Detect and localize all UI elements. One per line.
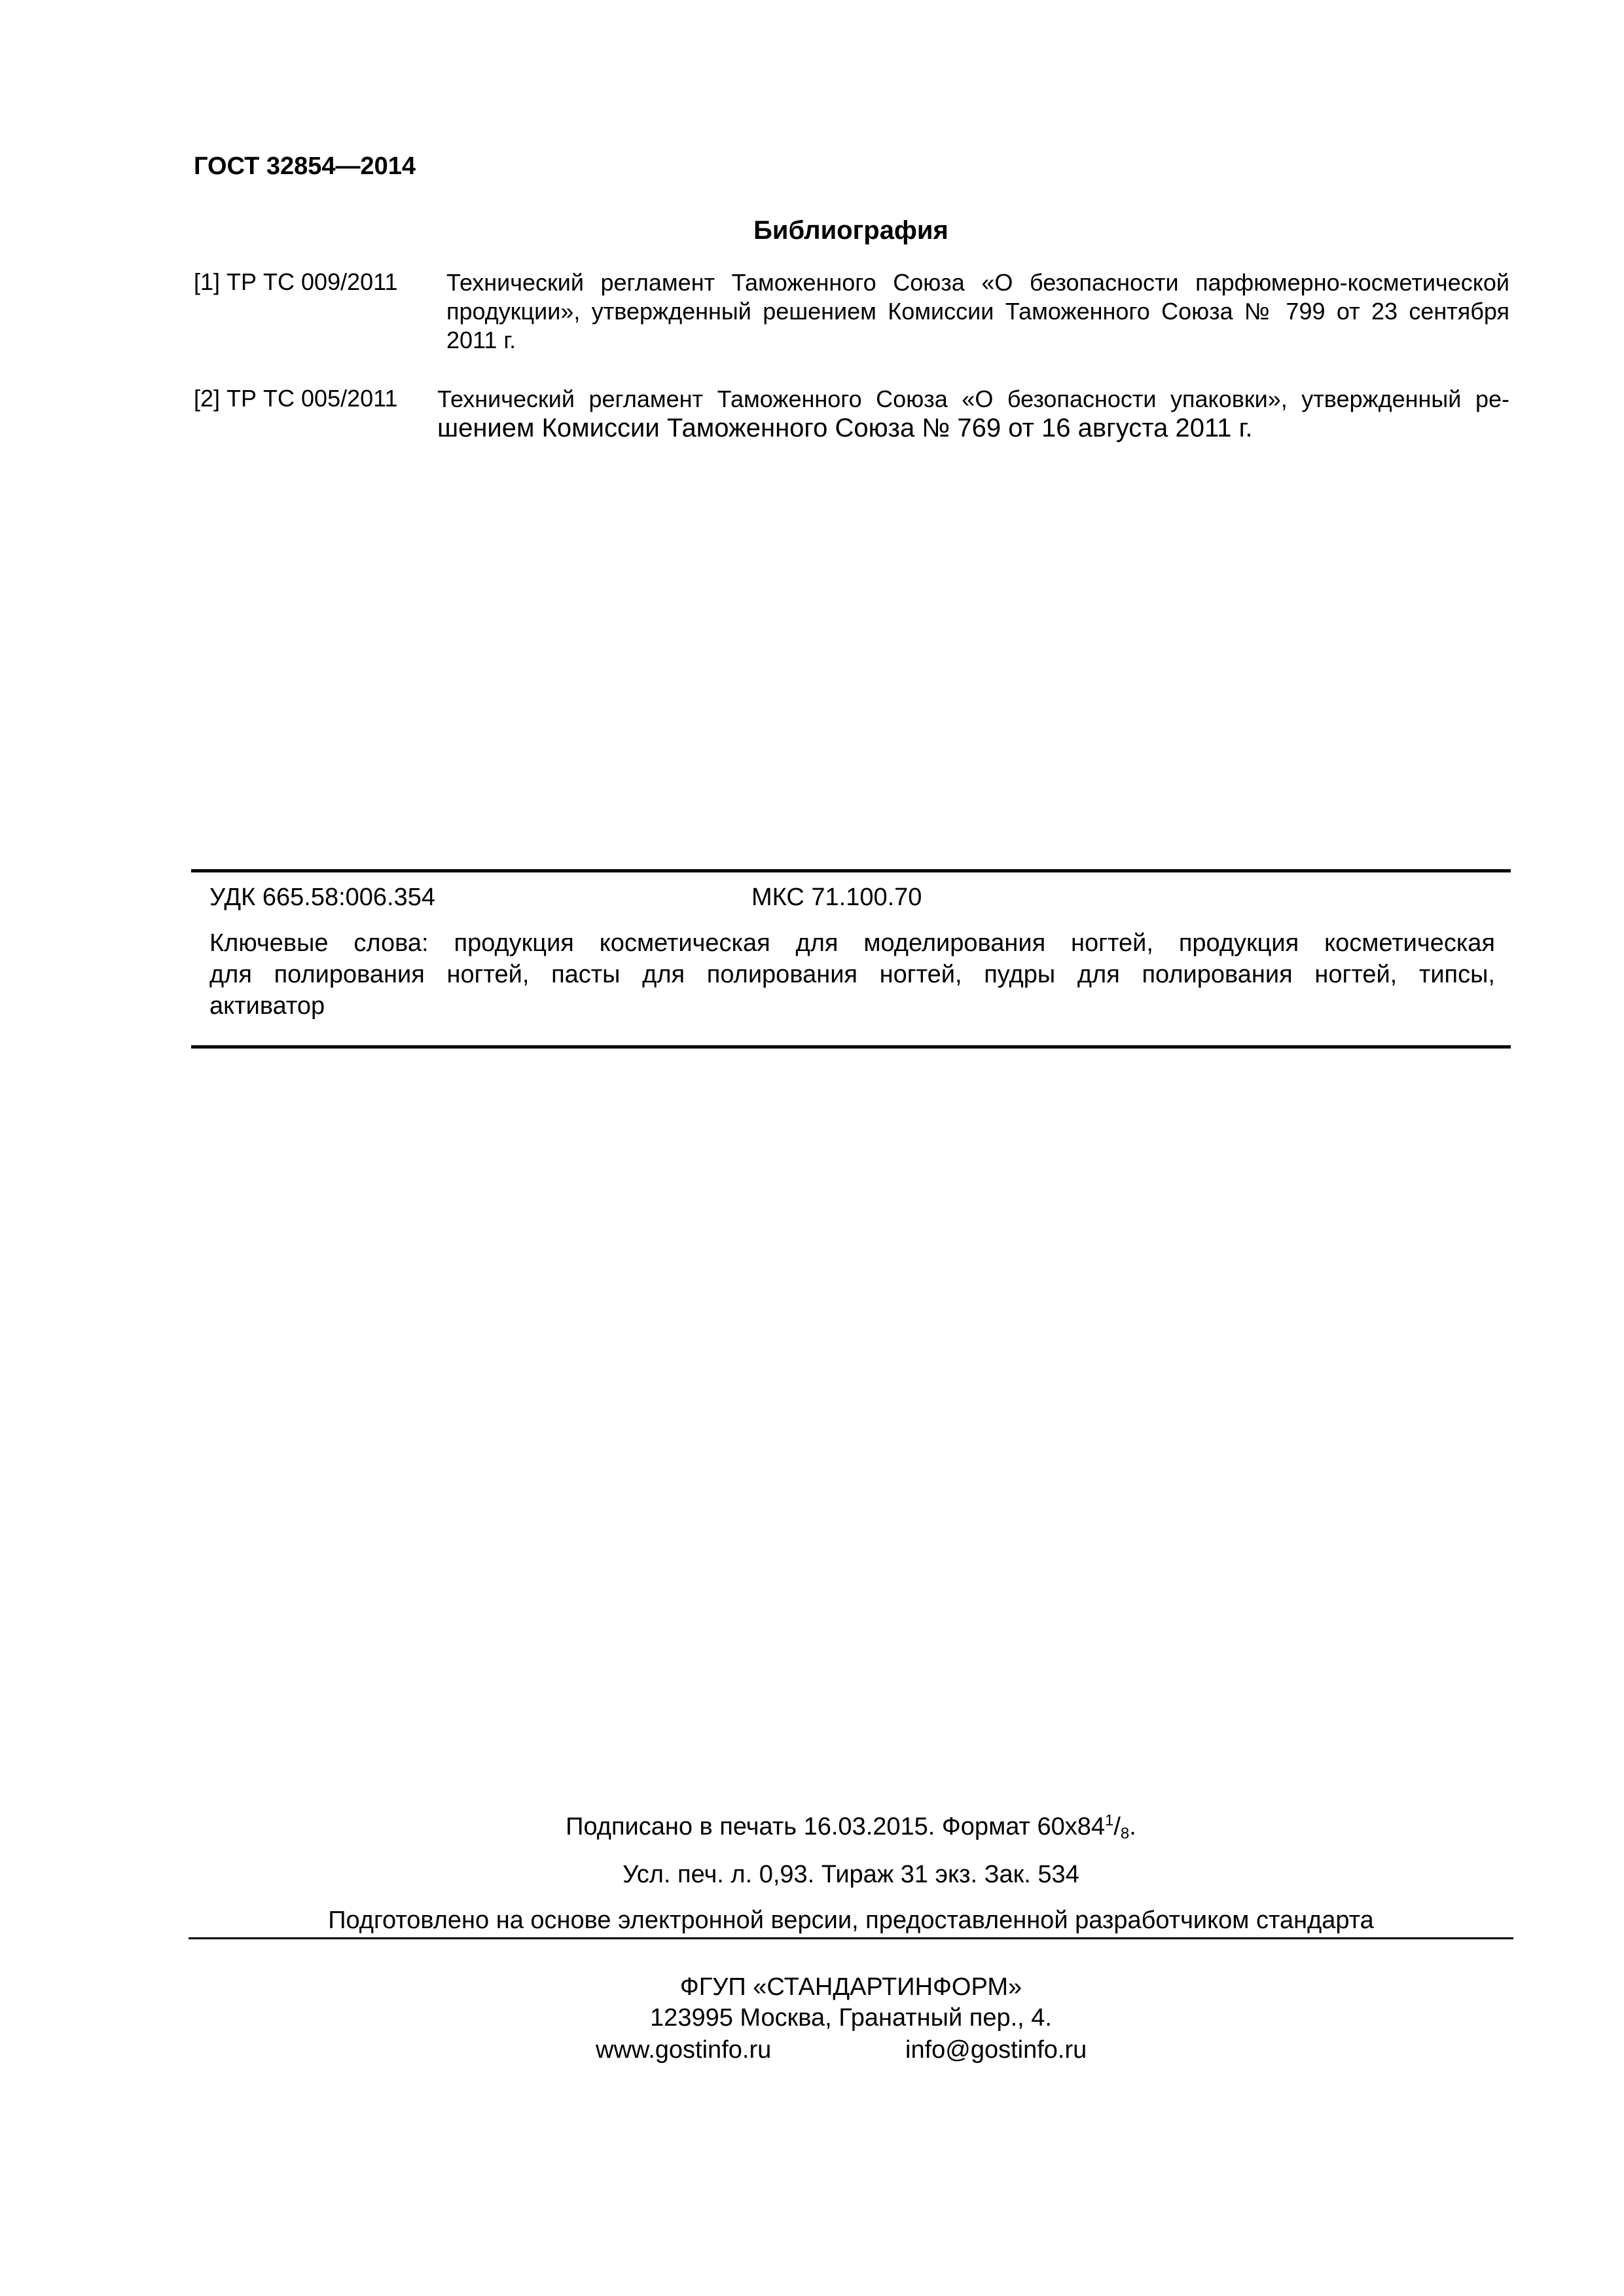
publisher-address: 123995 Москва, Гранатный пер., 4. [650,2004,1052,2032]
bibliography-entry-2-text [437,385,1509,442]
bibliography-title: Библиография [753,216,948,245]
classification-top-rule [191,869,1511,872]
publisher-email-link[interactable]: info@gostinfo.ru [905,2036,1087,2064]
imprint-rule [189,1937,1513,1939]
bibliography-entry-1-line-2: продукции», утвержденный решением Комиссии Таможенного Союза № 799 от 23 сентября [446,298,1509,325]
keywords-line-2: для полирования ногтей, пасты для полирования ногтей, пудры для полирования ногтей, типсы, [209,961,1495,988]
publisher-website-link[interactable]: www.gostinfo.ru [596,2036,772,2064]
imprint-prepared: Подготовлено на основе электронной версии, предоставленной разработчиком стандарта [328,1907,1374,1934]
bibliography-entry-2-line-2: шением Комиссии Таможенного Союза № 769 от 16 августа 2011 г. [437,414,1253,442]
imprint-format-end: . [1129,1813,1136,1840]
bibliography-entry-2-line-1: Технический регламент Таможенного Союза «О безопасности упаковки», утвержденный ре- [437,386,1509,412]
standard-code: ГОСТ 32854—2014 [194,152,416,180]
bibliography-entry-1-ref: [1] ТР ТС 009/2011 [194,268,398,295]
udc-code: УДК 665.58:006.354 [209,884,436,911]
keywords-line-3: активатор [209,992,325,1020]
classification-bottom-rule [191,1045,1511,1049]
mks-code: МКС 71.100.70 [751,884,922,911]
imprint-signed-line: Подписано в печать 16.03.2015. Формат $60x84^1/_8$. [566,1812,1136,1842]
imprint-format-sup: 1 [1104,1812,1114,1829]
imprint-print-sheets: Усл. печ. л. 0,93. Тираж 31 экз. Зак. 534 [623,1861,1079,1888]
bibliography-entry-1-line-1: Технический регламент Таможенного Союза «О безопасности парфюмерно-косметической [446,269,1509,296]
keywords-line-1: Ключевые слова: продукция косметическая для моделирования ногтей, продукция косметическая [209,929,1495,957]
bibliography-entry-2-ref: [2] ТР ТС 005/2011 [194,385,398,412]
bibliography-entry-1-text [446,268,1509,355]
imprint-format-sub: 8 [1120,1825,1130,1842]
imprint-signed: Подписано в печать 16.03.2015. Формат 60x84 [566,1813,1105,1840]
bibliography-entry-1-line-3: 2011 г. [446,327,516,353]
publisher-name: ФГУП «СТАНДАРТИНФОРМ» [679,1973,1022,2001]
keywords [209,927,1495,1022]
